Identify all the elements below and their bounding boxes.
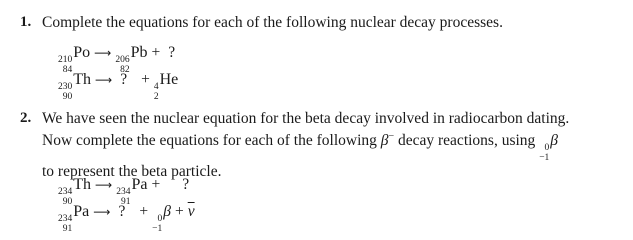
arrow-icon: ⟶ <box>95 178 113 192</box>
nuclide-pa234: 234 91 Pa <box>58 203 90 234</box>
unknown-product: ? <box>168 44 176 61</box>
equation-th-decay: 230 90 Th ⟶ ? + 4 2 He <box>58 71 179 102</box>
nuclide-th: 230 90 Th <box>58 71 92 102</box>
nuclide-th234: 234 90 Th <box>58 176 92 207</box>
beta-particle: 0 −1 β <box>152 203 171 234</box>
question-text: Complete the equations for each of the following nuclear decay processes. <box>42 14 503 31</box>
equation-th234-decay: 234 90 Th ⟶ 234 91 Pa + ? <box>58 176 190 207</box>
nuclide-he: 4 2 He <box>153 71 179 102</box>
question-text: We have seen the nuclear equation for the beta decay involved in radiocarbon dating. Now complete the equations for each of the following β− decay reactions, using 0 −1 β to represent the beta particle. <box>42 110 570 181</box>
nuclide-pa234: 234 91 Pa <box>116 176 148 207</box>
antineutrino-symbol: $\overline{\nu}$ <box>187 203 195 220</box>
question-number: 2. <box>20 110 32 126</box>
unknown-product: ? <box>182 176 190 193</box>
nuclide-po: 210 84 Po <box>58 44 91 75</box>
equation-po-decay: 210 84 Po ⟶ 206 82 Pb + ? <box>58 44 176 75</box>
question-number: 1. <box>20 14 32 30</box>
equation-pa234-decay: 234 91 Pa ⟶ ? + 0 −1 $\beta + \overline{\nu}$ <box>58 203 195 234</box>
nuclide-pb: 206 82 Pb <box>115 44 148 75</box>
arrow-icon: ⟶ <box>95 73 113 87</box>
unknown-product: ? <box>120 71 128 88</box>
unknown-product: ? <box>118 203 126 220</box>
arrow-icon: ⟶ <box>93 205 111 219</box>
beta-particle-symbol: 0 −1 β <box>539 132 559 163</box>
arrow-icon: ⟶ <box>94 46 112 60</box>
